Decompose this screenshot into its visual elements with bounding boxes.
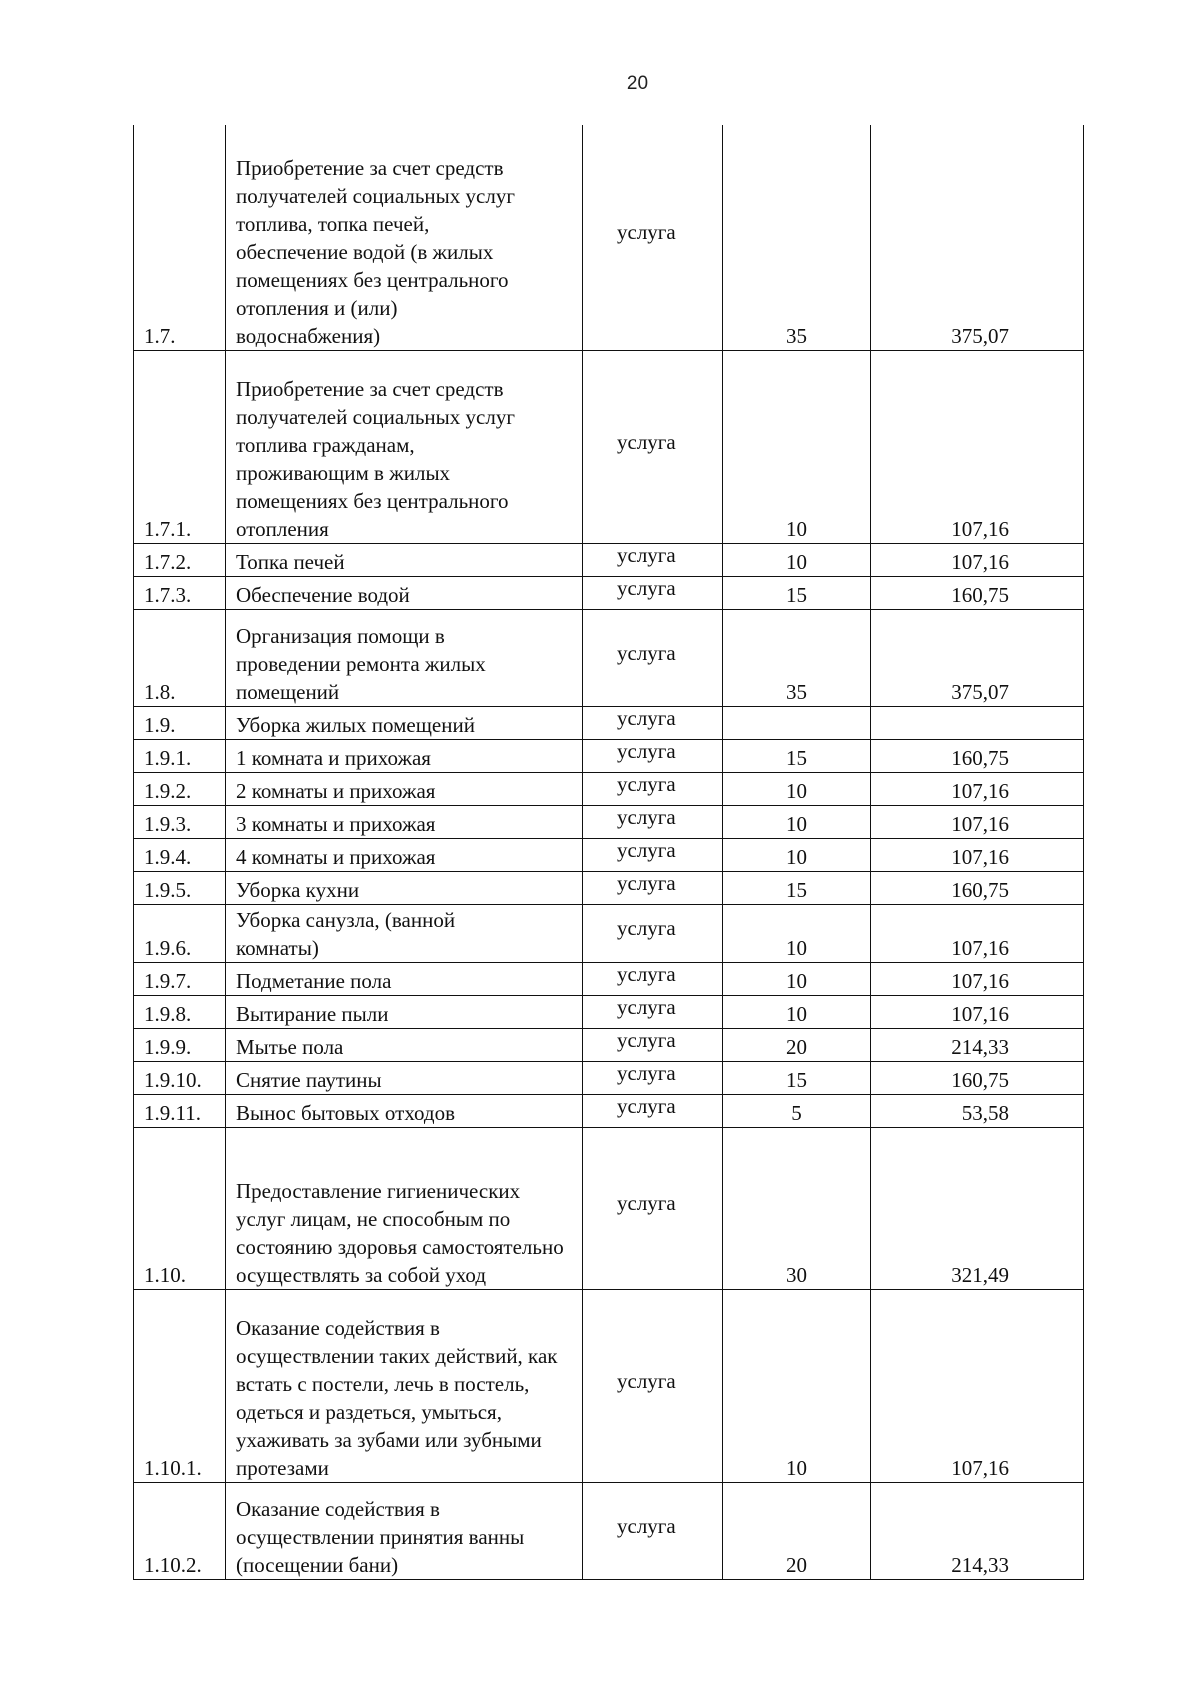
service-minutes (723, 706, 871, 739)
service-minutes-text: 5 (791, 1100, 802, 1125)
service-minutes (723, 772, 871, 805)
service-price (871, 706, 1084, 739)
service-price (871, 1094, 1084, 1127)
service-minutes-text: 15 (786, 877, 807, 902)
service-price (871, 1061, 1084, 1094)
service-unit (583, 1094, 723, 1127)
service-number-text: 1.9. (144, 712, 176, 737)
service-name-text: Приобретение за счет средств получателей социальных услуг топлива гражданам, проживающим в жилых помещениях без центрального отопления (236, 376, 515, 541)
service-price-text: 160,75 (951, 877, 1009, 902)
service-number-text: 1.7.2. (144, 549, 192, 574)
service-name (226, 543, 583, 576)
service-number-text: 1.7.3. (144, 582, 192, 607)
service-minutes (723, 995, 871, 1028)
service-number (134, 772, 226, 805)
service-minutes (723, 1028, 871, 1061)
service-unit (583, 1289, 723, 1482)
service-minutes-text: 30 (786, 1262, 807, 1287)
service-number (134, 838, 226, 871)
service-price-text: 107,16 (951, 935, 1009, 960)
service-unit (583, 962, 723, 995)
service-name-text: Вытирание пыли (236, 1001, 389, 1026)
table-row (134, 1482, 1084, 1579)
service-minutes-text: 10 (786, 844, 807, 869)
service-minutes (723, 125, 871, 350)
service-number-text: 1.8. (144, 679, 176, 704)
service-price (871, 1482, 1084, 1579)
service-number-text: 1.10.1. (144, 1455, 202, 1480)
service-name-text: Снятие паутины (236, 1067, 382, 1092)
service-price-text: 214,33 (951, 1034, 1009, 1059)
table-row (134, 609, 1084, 706)
service-price-text: 107,16 (951, 778, 1009, 803)
service-minutes-text: 15 (786, 582, 807, 607)
service-name (226, 1028, 583, 1061)
service-number (134, 805, 226, 838)
service-name (226, 706, 583, 739)
service-minutes (723, 962, 871, 995)
service-price-text: 160,75 (951, 582, 1009, 607)
service-unit-text: услуга (617, 1368, 676, 1393)
service-minutes (723, 805, 871, 838)
service-price (871, 805, 1084, 838)
service-number (134, 609, 226, 706)
table-row (134, 706, 1084, 739)
service-unit (583, 576, 723, 609)
service-minutes-text: 20 (786, 1034, 807, 1059)
service-price-text: 375,07 (951, 679, 1009, 704)
service-number-text: 1.9.8. (144, 1001, 192, 1026)
service-name-text: Приобретение за счет средств получателей социальных услуг топлива, топка печей, обеспечение водой (в жилых помещениях без центрального отопления и (или) водоснабжения) (236, 155, 515, 348)
service-price (871, 838, 1084, 871)
service-price-text: 214,33 (951, 1552, 1009, 1577)
service-minutes (723, 871, 871, 904)
service-minutes (723, 609, 871, 706)
service-number (134, 125, 226, 350)
page-number: 20 (626, 73, 649, 94)
service-name-text: Вынос бытовых отходов (236, 1100, 456, 1125)
service-price (871, 609, 1084, 706)
service-minutes-text: 10 (786, 549, 807, 574)
service-minutes (723, 1482, 871, 1579)
services-table (133, 125, 1084, 1580)
table-row (134, 739, 1084, 772)
table-row (134, 543, 1084, 576)
service-number (134, 1028, 226, 1061)
service-price (871, 995, 1084, 1028)
service-unit (583, 772, 723, 805)
service-minutes (723, 543, 871, 576)
table-row (134, 871, 1084, 904)
service-name (226, 772, 583, 805)
service-price-text: 160,75 (951, 1067, 1009, 1092)
service-unit (583, 125, 723, 350)
table-row (134, 125, 1084, 350)
service-name-text: Уборка кухни (236, 877, 360, 902)
service-unit-text: услуга (617, 837, 676, 862)
service-price-text: 107,16 (951, 811, 1009, 836)
service-price (871, 125, 1084, 350)
service-unit (583, 904, 723, 962)
service-number (134, 739, 226, 772)
service-number-text: 1.9.2. (144, 778, 192, 803)
service-price (871, 904, 1084, 962)
service-name (226, 739, 583, 772)
table-row (134, 1127, 1084, 1289)
service-minutes-text: 10 (786, 516, 807, 541)
service-price-text: 107,16 (951, 844, 1009, 869)
service-minutes (723, 576, 871, 609)
service-unit-text: услуга (617, 1027, 676, 1052)
service-name (226, 125, 583, 350)
service-price (871, 772, 1084, 805)
service-name-text: Уборка жилых помещений (236, 712, 475, 737)
service-unit-text: услуга (617, 220, 676, 245)
service-name (226, 805, 583, 838)
service-number (134, 1289, 226, 1482)
service-number-text: 1.9.9. (144, 1034, 192, 1059)
service-minutes-text: 15 (786, 745, 807, 770)
service-price-text: 107,16 (951, 1455, 1009, 1480)
service-price (871, 543, 1084, 576)
service-number (134, 706, 226, 739)
table-row (134, 1028, 1084, 1061)
service-number (134, 1061, 226, 1094)
table-row (134, 1094, 1084, 1127)
service-number (134, 904, 226, 962)
service-unit (583, 1061, 723, 1094)
service-minutes-text: 10 (786, 1455, 807, 1480)
service-name-text: 2 комнаты и прихожая (236, 778, 436, 803)
service-minutes (723, 1094, 871, 1127)
service-number (134, 962, 226, 995)
service-price-text: 107,16 (951, 549, 1009, 574)
service-unit (583, 805, 723, 838)
service-price (871, 871, 1084, 904)
service-number-text: 1.9.1. (144, 745, 192, 770)
service-unit-text: услуга (617, 804, 676, 829)
service-price (871, 1127, 1084, 1289)
service-name (226, 609, 583, 706)
service-minutes-text: 10 (786, 935, 807, 960)
service-price (871, 576, 1084, 609)
service-unit (583, 350, 723, 543)
table-row (134, 1289, 1084, 1482)
service-price-text: 375,07 (951, 323, 1009, 348)
service-name (226, 576, 583, 609)
table-row (134, 838, 1084, 871)
service-name (226, 962, 583, 995)
table-row (134, 904, 1084, 962)
service-number (134, 871, 226, 904)
service-unit (583, 838, 723, 871)
service-unit-text: услуга (617, 1513, 676, 1538)
services-table-body (134, 125, 1084, 1579)
service-minutes-text: 35 (786, 679, 807, 704)
service-number-text: 1.10. (144, 1262, 186, 1287)
table-row (134, 576, 1084, 609)
service-name (226, 1061, 583, 1094)
service-name (226, 871, 583, 904)
service-name-text: Мытье пола (236, 1034, 344, 1059)
service-unit-text: услуга (617, 542, 676, 567)
service-name-text: 1 комната и прихожая (236, 745, 431, 770)
service-price-text: 160,75 (951, 745, 1009, 770)
service-unit (583, 739, 723, 772)
service-minutes (723, 1061, 871, 1094)
service-minutes-text: 15 (786, 1067, 807, 1092)
service-unit (583, 609, 723, 706)
service-number (134, 1094, 226, 1127)
service-number (134, 543, 226, 576)
table-row (134, 772, 1084, 805)
service-unit (583, 706, 723, 739)
service-number-text: 1.9.3. (144, 811, 192, 836)
service-price (871, 962, 1084, 995)
service-number-text: 1.9.5. (144, 877, 192, 902)
service-name-text: Предоставление гигиенических услуг лицам, не способным по состоянию здоровья самостоятельно осуществлять за собой уход (236, 1178, 564, 1287)
service-minutes-text: 20 (786, 1552, 807, 1577)
service-unit (583, 543, 723, 576)
service-unit-text: услуга (617, 961, 676, 986)
service-number-text: 1.9.4. (144, 844, 192, 869)
service-name (226, 838, 583, 871)
service-name (226, 1289, 583, 1482)
table-row (134, 350, 1084, 543)
service-unit-text: услуга (617, 771, 676, 796)
service-minutes (723, 838, 871, 871)
service-name-text: 3 комнаты и прихожая (236, 811, 436, 836)
service-minutes (723, 1289, 871, 1482)
service-unit (583, 1127, 723, 1289)
service-price-text: 107,16 (951, 1001, 1009, 1026)
table-row (134, 1061, 1084, 1094)
table-row (134, 995, 1084, 1028)
table-row (134, 805, 1084, 838)
service-unit (583, 995, 723, 1028)
service-unit-text: услуга (617, 994, 676, 1019)
service-unit-text: услуга (617, 429, 676, 454)
service-minutes (723, 350, 871, 543)
service-minutes-text: 35 (786, 323, 807, 348)
service-name (226, 904, 583, 962)
service-number-text: 1.7. (144, 323, 176, 348)
service-price (871, 1289, 1084, 1482)
service-name-text: Уборка санузла, (ванной комнаты) (236, 907, 456, 960)
service-name (226, 1127, 583, 1289)
service-minutes-text: 10 (786, 968, 807, 993)
service-name-text: Обеспечение водой (236, 582, 410, 607)
service-number-text: 1.10.2. (144, 1552, 202, 1577)
service-price (871, 739, 1084, 772)
service-name-text: Оказание содействия в осуществлении таких действий, как встать с постели, лечь в постель, одеться и раздеться, умыться, ухаживать за зубами или зубными протезами (236, 1315, 558, 1480)
service-name (226, 1094, 583, 1127)
service-name (226, 350, 583, 543)
service-unit-text: услуга (617, 870, 676, 895)
service-number (134, 995, 226, 1028)
service-unit (583, 871, 723, 904)
service-name-text: Топка печей (236, 549, 345, 574)
table-row (134, 962, 1084, 995)
service-price (871, 1028, 1084, 1061)
service-unit-text: услуга (617, 640, 676, 665)
service-name-text: Организация помощи в проведении ремонта жилых помещений (236, 623, 486, 704)
service-price-text: 107,16 (951, 516, 1009, 541)
service-number-text: 1.9.6. (144, 935, 192, 960)
service-unit (583, 1482, 723, 1579)
service-name (226, 1482, 583, 1579)
service-minutes-text: 10 (786, 778, 807, 803)
service-number-text: 1.9.7. (144, 968, 192, 993)
service-name (226, 995, 583, 1028)
service-unit-text: услуга (617, 916, 676, 940)
service-name-text: Оказание содействия в осуществлении принятия ванны (посещении бани) (236, 1496, 525, 1577)
service-unit-text: услуга (617, 1060, 676, 1085)
service-minutes-text: 10 (786, 811, 807, 836)
service-price (871, 350, 1084, 543)
service-number (134, 1127, 226, 1289)
service-unit-text: услуга (617, 1093, 676, 1118)
service-unit-text: услуга (617, 575, 676, 600)
service-unit-text: услуга (617, 738, 676, 763)
service-name-text: Подметание пола (236, 968, 392, 993)
service-name-text: 4 комнаты и прихожая (236, 844, 436, 869)
service-minutes (723, 904, 871, 962)
service-price-text: 321,49 (951, 1262, 1009, 1287)
service-number (134, 1482, 226, 1579)
service-price-text: 107,16 (951, 968, 1009, 993)
service-minutes-text: 10 (786, 1001, 807, 1026)
service-price-text: 53,58 (961, 1100, 1009, 1125)
service-number (134, 350, 226, 543)
service-unit-text: услуга (617, 1191, 676, 1215)
service-number-text: 1.9.10. (144, 1067, 202, 1092)
service-number-text: 1.9.11. (144, 1100, 201, 1125)
service-number (134, 576, 226, 609)
service-minutes (723, 1127, 871, 1289)
service-number-text: 1.7.1. (144, 516, 192, 541)
service-unit (583, 1028, 723, 1061)
service-unit-text: услуга (617, 705, 676, 730)
service-minutes (723, 739, 871, 772)
